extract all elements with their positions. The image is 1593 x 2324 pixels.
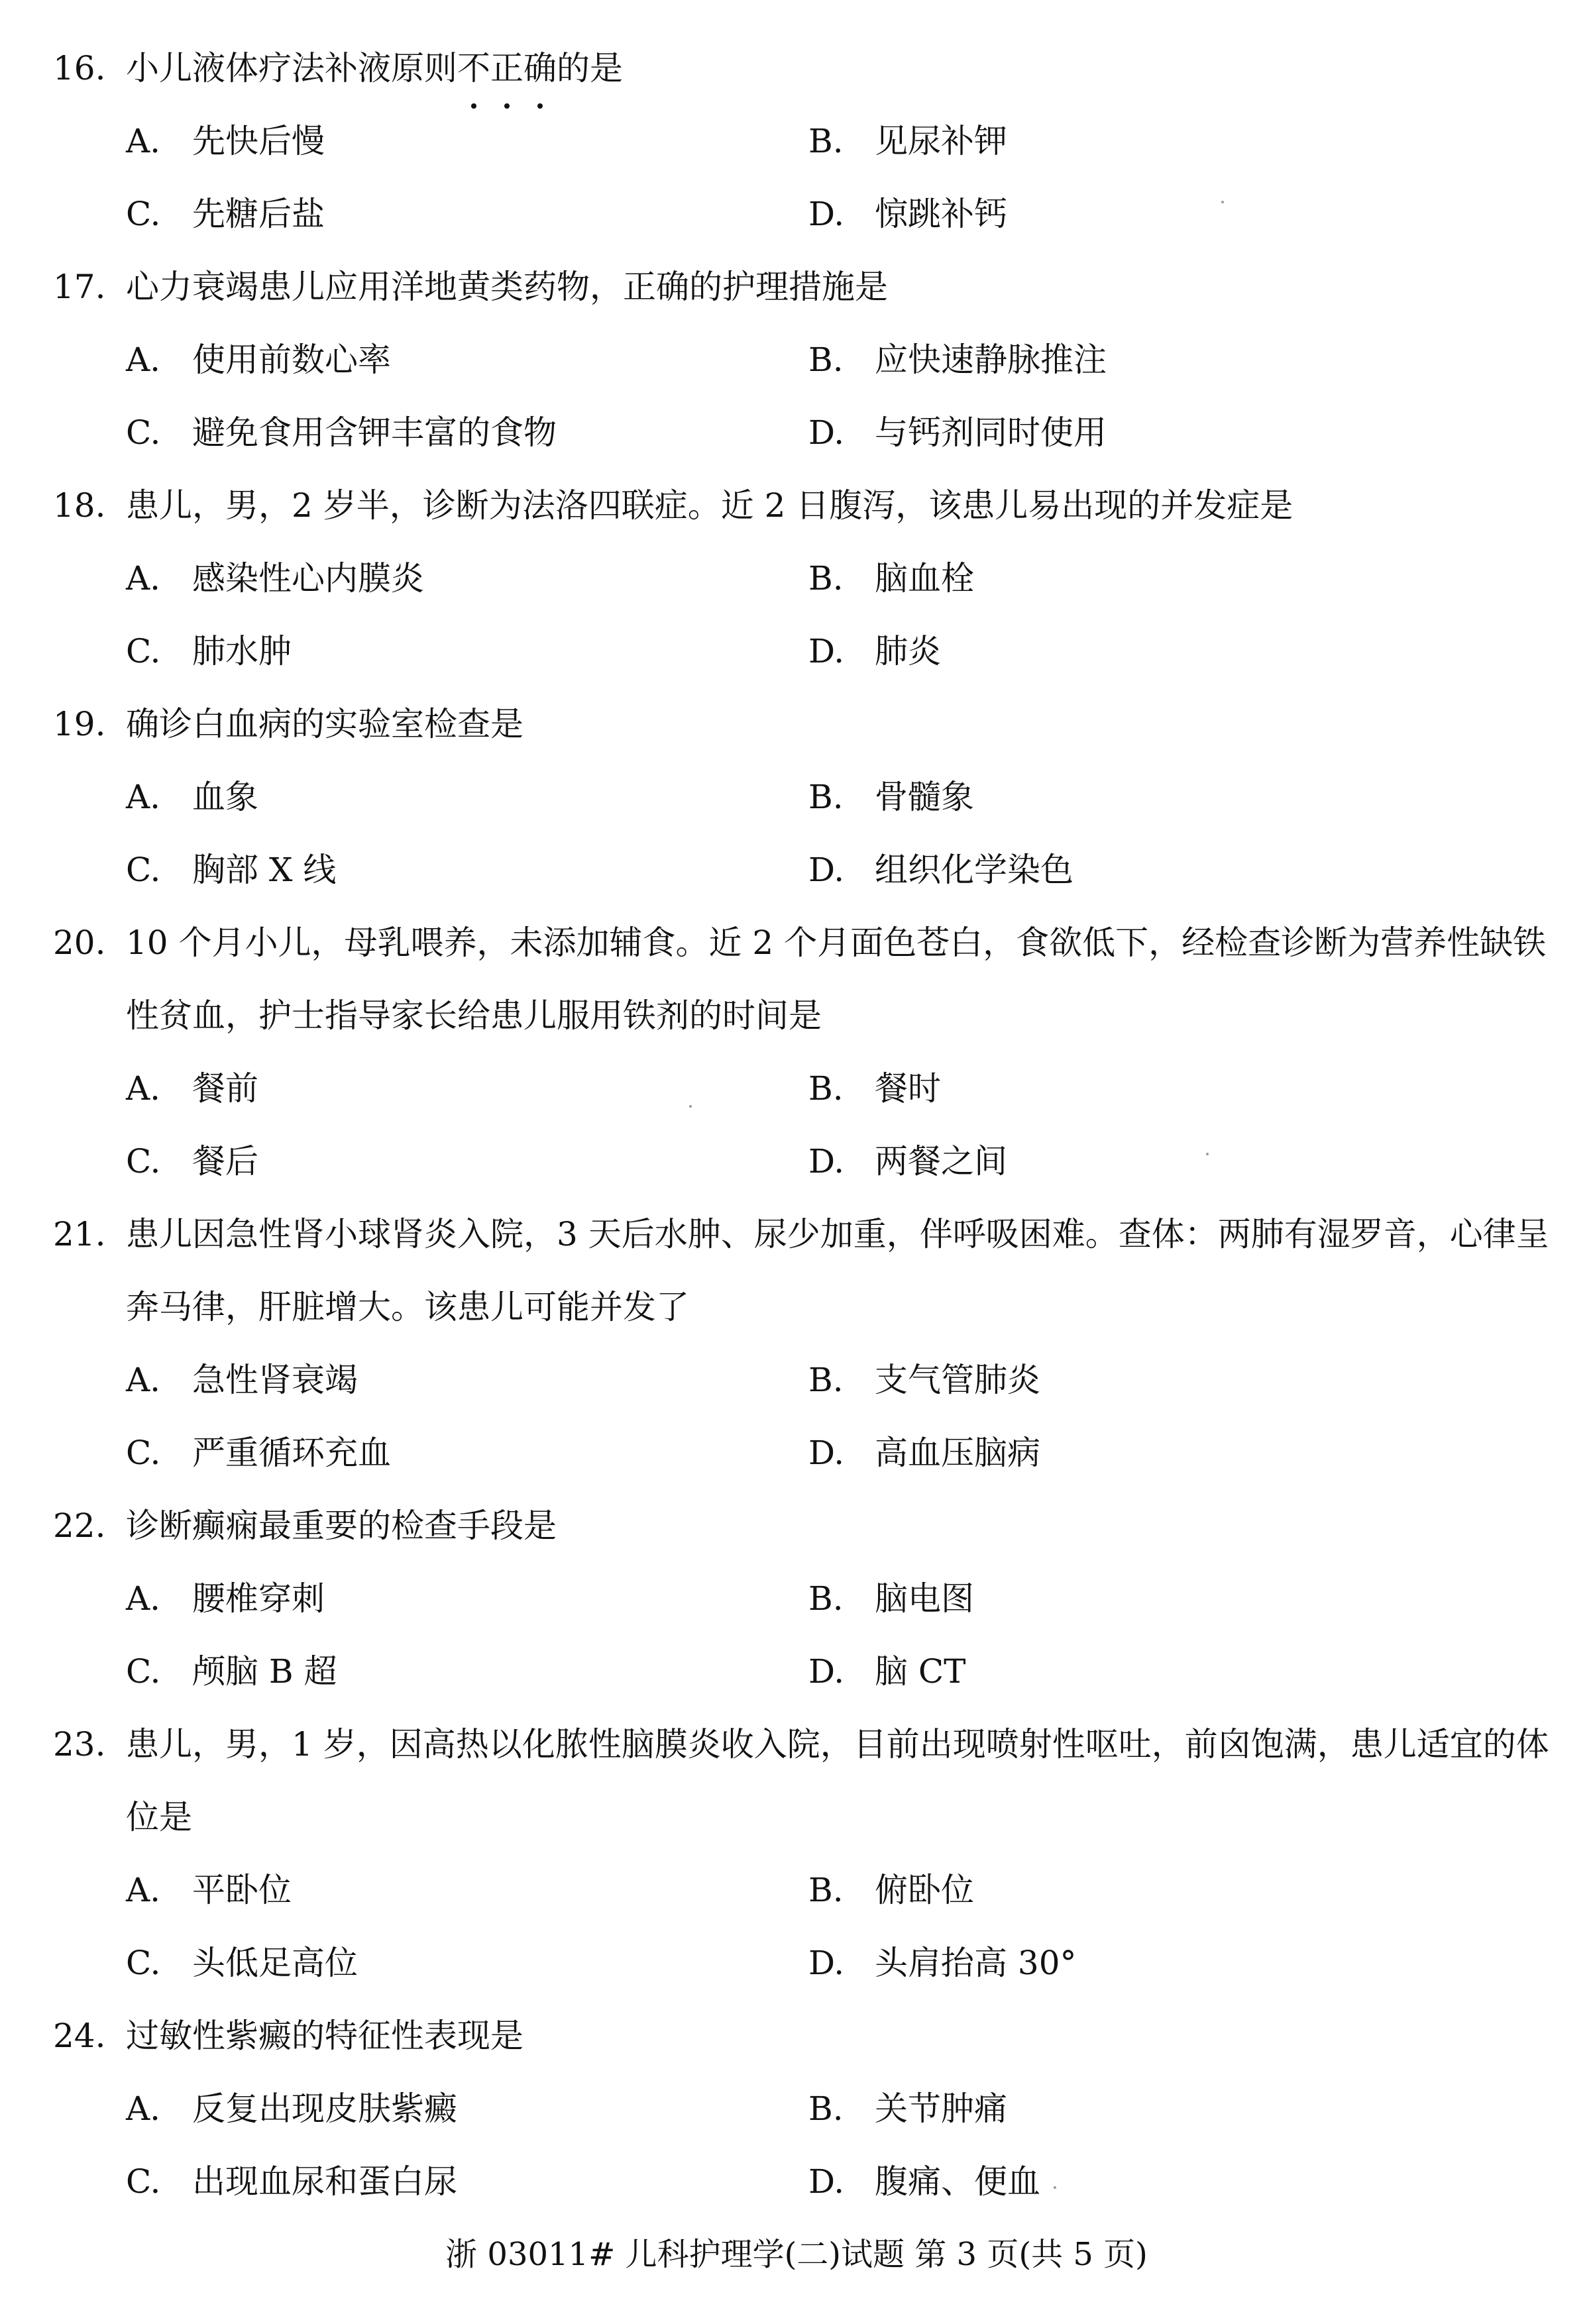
option-b: [808, 323, 1491, 396]
stem-text: 患儿，男，2 岁半，诊断为法洛四联症。近 2 日腹泻，该患儿易出现的并发症是: [126, 486, 1293, 525]
option-text: 餐前: [192, 1069, 258, 1108]
question-number: 18.: [53, 486, 106, 525]
option-text: 颅脑 B 超: [192, 1652, 337, 1691]
stem-text: 10 个月小儿，母乳喂养，未添加辅食。近 2 个月面色苍白，食欲低下，经检查诊断为营养性缺铁性贫血，护士指导家长给患儿服用铁剂的时间是: [126, 924, 1547, 1035]
option-b: [808, 1052, 1491, 1125]
stem-after: 的是: [557, 49, 623, 87]
question-number: 24.: [53, 2017, 106, 2055]
question-number: 22.: [53, 1506, 106, 1545]
option-c: [126, 615, 808, 688]
option-d: [808, 1125, 1491, 1198]
scan-speck: [1206, 1153, 1209, 1155]
option-letter: A.: [126, 778, 161, 816]
option-text: 惊跳补钙: [875, 195, 1007, 233]
option-letter: D.: [808, 1142, 845, 1181]
question-stem: [53, 32, 1537, 105]
option-a: [126, 105, 808, 178]
option-letter: A.: [126, 122, 161, 160]
option-c: [126, 833, 808, 906]
stem-text: 确诊白血病的实验室检查是: [126, 705, 523, 743]
option-d: [808, 1927, 1491, 1999]
option-letter: C.: [126, 1142, 161, 1181]
question-21: [53, 1198, 1549, 1489]
option-text: 感染性心内膜炎: [192, 559, 424, 598]
option-text: 高血压脑病: [875, 1434, 1040, 1472]
option-text: 肺炎: [875, 632, 941, 670]
option-d: [808, 1416, 1491, 1489]
question-19: [53, 688, 1537, 906]
option-c: [126, 1125, 808, 1198]
option-letter: A.: [126, 341, 161, 379]
option-d: [808, 178, 1491, 250]
question-16: [53, 32, 1537, 250]
option-d: [808, 396, 1491, 469]
question-number: 20.: [53, 924, 106, 962]
question-stem: [53, 688, 1537, 761]
option-letter: D.: [808, 195, 845, 233]
stem-text: 患儿因急性肾小球肾炎入院，3 天后水肿、尿少加重，伴呼吸困难。查体：两肺有湿罗音，心律呈奔马律，肝脏增大。该患儿可能并发了: [126, 1215, 1549, 1326]
option-letter: B.: [808, 1069, 844, 1108]
option-text: 先快后慢: [192, 122, 325, 160]
option-letter: C.: [126, 1652, 161, 1691]
option-c: [126, 1927, 808, 1999]
question-number: 17.: [53, 268, 106, 306]
option-text: 头低足高位: [192, 1944, 358, 1982]
option-letter: B.: [808, 1361, 844, 1399]
stem-text: 心力衰竭患儿应用洋地黄类药物，正确的护理措施是: [126, 268, 888, 306]
option-a: [126, 1562, 808, 1635]
emphasis-char: 不: [457, 32, 490, 105]
option-b: [808, 105, 1491, 178]
option-letter: C.: [126, 2162, 161, 2201]
option-text: 腹痛、便血: [875, 2162, 1040, 2201]
option-text: 与钙剂同时使用: [875, 413, 1107, 452]
option-b: [808, 542, 1491, 615]
option-letter: D.: [808, 2162, 845, 2201]
option-grid: [53, 323, 1537, 469]
stem-text: 诊断癫痫最重要的检查手段是: [126, 1506, 557, 1545]
option-a: [126, 1344, 808, 1416]
option-letter: A.: [126, 1871, 161, 1909]
option-text: 胸部 X 线: [192, 851, 337, 889]
option-text: 平卧位: [192, 1871, 292, 1909]
option-letter: A.: [126, 2089, 161, 2128]
option-d: [808, 1635, 1491, 1708]
option-text: 出现血尿和蛋白尿: [192, 2162, 457, 2201]
option-letter: B.: [808, 559, 844, 598]
option-text: 见尿补钾: [875, 122, 1007, 160]
question-number: 23.: [53, 1725, 106, 1764]
option-a: [126, 2072, 808, 2145]
option-letter: C.: [126, 413, 161, 452]
option-text: 腰椎穿刺: [192, 1579, 325, 1618]
option-grid: [53, 761, 1537, 906]
option-text: 先糖后盐: [192, 195, 325, 233]
option-text: 支气管肺炎: [875, 1361, 1040, 1399]
option-letter: B.: [808, 1871, 844, 1909]
option-grid: [53, 105, 1537, 250]
question-stem: [53, 1198, 1549, 1344]
option-letter: C.: [126, 1434, 161, 1472]
question-stem: [53, 1708, 1549, 1854]
option-letter: C.: [126, 632, 161, 670]
stem-text: 过敏性紫癜的特征性表现是: [126, 2017, 523, 2055]
question-stem: [53, 1489, 1537, 1562]
question-18: [53, 469, 1537, 688]
option-c: [126, 2145, 808, 2218]
question-17: [53, 250, 1537, 469]
question-20: [53, 906, 1547, 1198]
option-letter: D.: [808, 413, 845, 452]
question-number: 16.: [53, 49, 106, 87]
option-text: 脑电图: [875, 1579, 974, 1618]
option-c: [126, 396, 808, 469]
option-letter: D.: [808, 1434, 845, 1472]
option-a: [126, 542, 808, 615]
stem-text: [126, 32, 1551, 105]
option-grid: [53, 1854, 1537, 1999]
option-text: 急性肾衰竭: [192, 1361, 358, 1399]
option-letter: A.: [126, 1069, 161, 1108]
option-text: 肺水肿: [192, 632, 292, 670]
option-grid: [53, 2072, 1537, 2218]
option-c: [126, 1416, 808, 1489]
page-footer: 浙 03011# 儿科护理学(二)试题 第 3 页(共 5 页): [445, 2236, 1148, 2273]
option-text: 脑血栓: [875, 559, 974, 598]
option-text: 骨髓象: [875, 778, 974, 816]
question-stem: [53, 250, 1537, 323]
option-letter: A.: [126, 559, 161, 598]
option-letter: D.: [808, 851, 845, 889]
option-text: 使用前数心率: [192, 341, 391, 379]
option-text: 俯卧位: [875, 1871, 974, 1909]
option-letter: B.: [808, 1579, 844, 1618]
option-d: [808, 833, 1491, 906]
scan-speck: [689, 1105, 692, 1108]
option-letter: C.: [126, 851, 161, 889]
question-stem: [53, 906, 1547, 1052]
option-grid: [53, 1562, 1537, 1708]
option-letter: C.: [126, 1944, 161, 1982]
option-text: 头肩抬高 30°: [875, 1944, 1077, 1982]
option-text: 餐时: [875, 1069, 941, 1108]
emphasis-char: 正: [490, 32, 523, 105]
emphasis-char: 确: [523, 32, 557, 105]
option-b: [808, 1854, 1491, 1927]
option-letter: D.: [808, 1944, 845, 1982]
option-b: [808, 1344, 1491, 1416]
question-list: [53, 32, 1549, 2218]
question-number: 21.: [53, 1215, 106, 1253]
option-text: 避免食用含钾丰富的食物: [192, 413, 557, 452]
stem-text: 患儿，男，1 岁，因高热以化脓性脑膜炎收入院，目前出现喷射性呕吐，前囟饱满，患儿适宜的体位是: [126, 1725, 1549, 1836]
option-a: [126, 1052, 808, 1125]
scan-speck: [1221, 201, 1224, 203]
option-letter: A.: [126, 1579, 161, 1618]
option-letter: B.: [808, 778, 844, 816]
option-a: [126, 1854, 808, 1927]
stem-before: 小儿液体疗法补液原则: [126, 49, 457, 87]
option-letter: D.: [808, 632, 845, 670]
option-text: 血象: [192, 778, 258, 816]
option-b: [808, 2072, 1491, 2145]
option-text: 严重循环充血: [192, 1434, 391, 1472]
option-a: [126, 761, 808, 833]
option-letter: B.: [808, 2089, 844, 2128]
question-number: 19.: [53, 705, 106, 743]
option-text: 关节肿痛: [875, 2089, 1007, 2128]
option-text: 应快速静脉推注: [875, 341, 1107, 379]
option-b: [808, 1562, 1491, 1635]
emphasis-text: [457, 49, 557, 87]
option-grid: [53, 1344, 1537, 1489]
option-a: [126, 323, 808, 396]
question-stem: [53, 1999, 1537, 2072]
option-text: 餐后: [192, 1142, 258, 1181]
option-letter: B.: [808, 341, 844, 379]
question-24: [53, 1999, 1537, 2218]
option-d: [808, 615, 1491, 688]
option-letter: D.: [808, 1652, 845, 1691]
option-letter: B.: [808, 122, 844, 160]
option-grid: [53, 542, 1537, 688]
option-grid: [53, 1052, 1537, 1198]
option-d: [808, 2145, 1491, 2218]
option-text: 脑 CT: [875, 1652, 966, 1691]
option-text: 两餐之间: [875, 1142, 1007, 1181]
option-b: [808, 761, 1491, 833]
option-letter: C.: [126, 195, 161, 233]
question-stem: [53, 469, 1537, 542]
scan-speck: [1054, 2186, 1056, 2189]
option-c: [126, 1635, 808, 1708]
option-c: [126, 178, 808, 250]
option-text: 组织化学染色: [875, 851, 1073, 889]
option-text: 反复出现皮肤紫癜: [192, 2089, 457, 2128]
question-22: [53, 1489, 1537, 1708]
question-23: [53, 1708, 1549, 1999]
option-letter: A.: [126, 1361, 161, 1399]
